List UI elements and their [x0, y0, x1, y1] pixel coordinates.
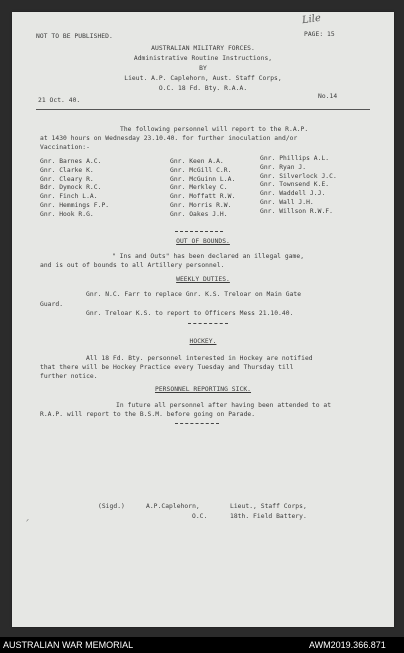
personnel-entry: Gnr. Finch L.A.	[40, 193, 98, 201]
document-title: Administrative Routine Instructions,	[133, 55, 273, 62]
archive-name: AUSTRALIAN WAR MEMORIAL	[3, 640, 134, 650]
weekly-duties-line-2: Guard.	[40, 301, 64, 308]
signatory-unit: 18th. Field Battery.	[230, 513, 307, 520]
personnel-entry: Gnr. Waddell J.J.	[260, 190, 326, 198]
personnel-entry: Gnr. Barnes A.C.	[40, 158, 102, 165]
archive-footer	[0, 637, 404, 653]
personnel-entry: Gnr. Oakes J.H.	[170, 210, 228, 218]
document-date: 21 Oct. 40.	[38, 97, 81, 104]
reporting-sick-heading: PERSONNEL REPORTING SICK.	[154, 386, 252, 393]
personnel-entry: Gnr. Cleary R.	[40, 175, 94, 183]
personnel-entry: Bdr. Dymock R.C.	[40, 184, 102, 192]
hockey-line-1: All 18 Fd. Bty. personnel interested in Hockey are notified	[86, 355, 313, 362]
personnel-entry: Gnr. Townsend K.E.	[260, 181, 330, 189]
intro-line-3: Vaccination:-	[40, 144, 90, 151]
section-divider	[175, 423, 219, 424]
out-of-bounds-heading: OUT OF BOUNDS.	[176, 238, 230, 245]
signatory-name: A.P.Caplehorn,	[146, 503, 200, 510]
personnel-entry: Gnr. Clarke K.	[40, 166, 94, 174]
personnel-entry: Gnr. McGuinn L.A.	[170, 175, 236, 183]
signatory-oc: O.C.	[192, 513, 208, 520]
header-rule	[36, 109, 370, 110]
personnel-entry: Gnr. Keen A.A.	[170, 158, 224, 165]
personnel-entry: Gnr. Phillips A.L.	[260, 155, 330, 162]
out-of-bounds-line-2: and is out of bounds to all Artillery personnel.	[40, 262, 225, 269]
personnel-entry: Gnr. Merkley C.	[170, 184, 228, 192]
personnel-entry: Gnr. Hook R.G.	[40, 210, 94, 218]
personnel-entry: Gnr. Willson R.W.F.	[260, 207, 333, 215]
personnel-entry: Gnr. Moffatt R.W.	[170, 193, 236, 201]
intro-line-1: The following personnel will report to the R.A.P.	[120, 126, 309, 133]
hockey-line-2: that there will be Hockey Practice every Tuesday and Thursday till	[40, 364, 294, 371]
intro-line-2: at 1430 hours on Wednesday 23.10.40. for further inoculation and/or	[40, 135, 298, 142]
personnel-entry: Gnr. Ryan J.	[260, 163, 307, 171]
reporting-sick-line-2: R.A.P. will report to the B.S.M. before going on Parade.	[40, 411, 256, 418]
command-line: O.C. 18 Fd. Bty. R.A.A.	[158, 85, 248, 92]
out-of-bounds-line-1: " Ins and Outs" has been declared an illegal game,	[112, 253, 305, 260]
weekly-duties-line-1: Gnr. N.C. Farr to replace Gnr. K.S. Treloar on Main Gate	[86, 291, 302, 298]
org-heading: AUSTRALIAN MILITARY FORCES.	[151, 45, 255, 52]
weekly-duties-heading: WEEKLY DUTIES.	[176, 276, 230, 283]
personnel-entry: Gnr. Hemmings F.P.	[40, 202, 110, 209]
archive-reference: AWM2019.366.871	[309, 640, 386, 650]
personnel-entry: Gnr. Wall J.H.	[260, 199, 314, 206]
page-number: PAGE: 15	[304, 31, 335, 38]
by-label: BY	[199, 65, 207, 72]
personnel-entry: Gnr. McGill C.R.	[170, 166, 232, 174]
personnel-entry: Gnr. Morris R.W.	[170, 202, 232, 209]
signed-label: (Sigd.)	[98, 503, 125, 510]
weekly-duties-line-3: Gnr. Treloar K.S. to report to Officers Mess 21.10.40.	[86, 310, 294, 317]
reporting-sick-line-1: In future all personnel after having been attended to at	[116, 402, 332, 409]
personnel-entry: Gnr. Silverlock J.C.	[260, 172, 337, 180]
author-line: Lieut. A.P. Caplehorn, Aust. Staff Corps,	[124, 75, 282, 82]
classification-label: NOT TO BE PUBLISHED.	[36, 33, 113, 40]
instruction-number: No.14	[318, 93, 338, 100]
margin-mark: ᐟ	[26, 518, 29, 526]
section-divider	[188, 323, 228, 324]
handwritten-note: Lile	[301, 12, 322, 27]
signatory-rank: Lieut., Staff Corps,	[230, 503, 307, 510]
section-divider	[175, 231, 223, 232]
hockey-line-3: further notice.	[40, 373, 98, 380]
document-page	[12, 12, 394, 627]
hockey-heading: HOCKEY.	[189, 338, 217, 345]
